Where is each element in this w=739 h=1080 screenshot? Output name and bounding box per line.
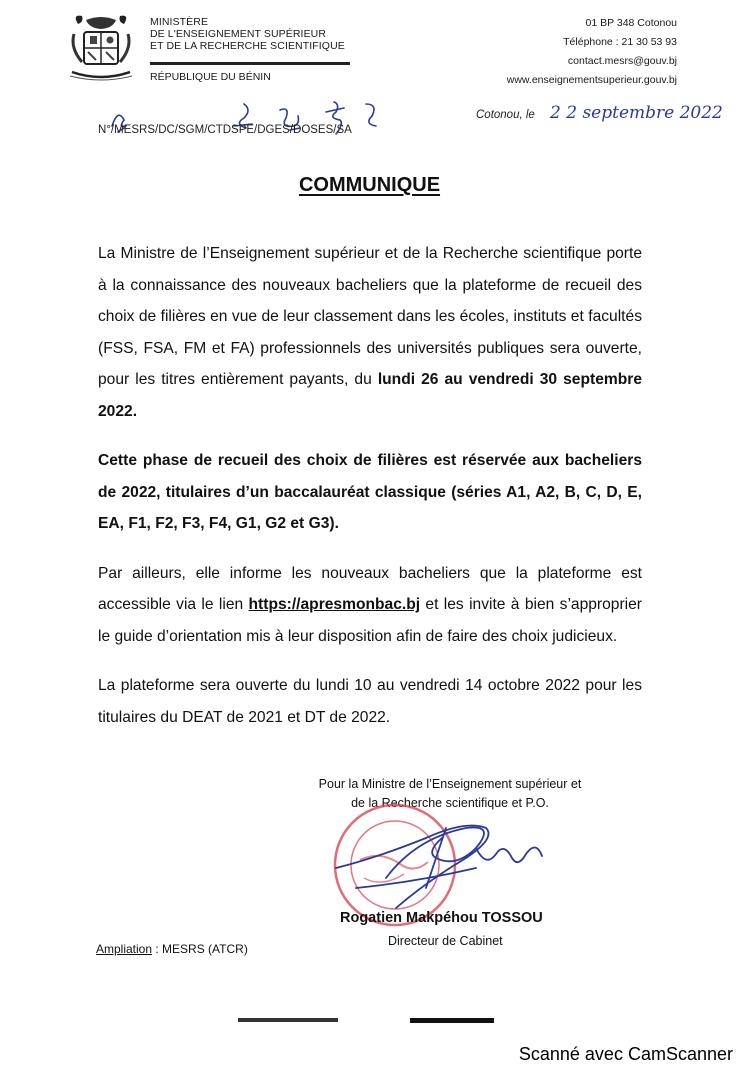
ministry-line-3: ET DE LA RECHERCHE SCIENTIFIQUE [150, 40, 345, 52]
camscanner-watermark: Scanné avec CamScanner [518, 1044, 733, 1064]
header-divider [150, 62, 350, 65]
ministry-line-2: DE L'ENSEIGNEMENT SUPÉRIEUR [150, 28, 327, 40]
contact-address: 01 BP 348 Cotonou [585, 17, 677, 29]
benin-coat-of-arms-logo [66, 14, 136, 82]
signature-intro-line-2: de la Recherche scientifique et P.O. [351, 796, 549, 810]
contact-website[interactable]: www.enseignementsuperieur.gouv.bj [506, 74, 677, 86]
signer-title: Directeur de Cabinet [388, 934, 503, 948]
signature-intro-line-1: Pour la Ministre de l’Enseignement supérieur et [318, 777, 582, 791]
page-title: COMMUNIQUE [298, 174, 441, 196]
contact-block [507, 14, 677, 90]
republic-name: RÉPUBLIQUE DU BÉNIN [150, 71, 271, 83]
ampliation [96, 942, 248, 956]
ministry-name [150, 16, 345, 52]
platform-link[interactable]: https://apresmonbac.bj [248, 596, 421, 613]
communique-body [98, 238, 642, 751]
handwritten-date [546, 96, 731, 130]
paragraph-4: La plateforme sera ouverte du lundi 10 au vendredi 14 octobre 2022 pour les titulaires du DEAT de 2021 et DT de 2022. [98, 677, 642, 726]
footer-bar-right [410, 1018, 494, 1023]
paragraph-1: La Ministre de l’Enseignement supérieur et de la Recherche scientifique porte à la connaissance des nouveaux bacheliers que la plateforme de recueil des choix de filières en vue de leur classement dans les écoles, instituts et facultés (FSS, FSA, FM et FA) professionnels des universités publiques sera ouverte, pour les titres entièrement payants, du lundi 26 au vendredi 30 septembre 2022. [98, 245, 642, 420]
paragraph-2: Cette phase de recueil des choix de filières est réservée aux bacheliers de 2022, titulaires d’un baccalauréat classique (séries A1, A2, B, C, D, E, EA, F1, F2, F3, F4, G1, G2 et G3). [98, 452, 642, 532]
date-prefix: Cotonou, le [476, 109, 535, 121]
reference-number: N°/MESRS/DC/SGM/CTDSPE/DGES/DOSES/SA [98, 124, 352, 136]
paragraph-3: Par ailleurs, elle informe les nouveaux bacheliers que la plateforme est accessible via le lien https://apresmonbac.bj et les invite à bien s’approprier le guide d’orientation mis à leur disposition afin de faire des choix judicieux. [98, 564, 642, 645]
contact-email[interactable]: contact.mesrs@gouv.bj [567, 55, 677, 67]
ampliation-value: : MESRS (ATCR) [152, 942, 248, 956]
ampliation-label: Ampliation [96, 942, 153, 956]
ministry-line-1: MINISTÈRE [150, 16, 209, 28]
signer-name: Rogatien Makpéhou TOSSOU [340, 910, 543, 926]
handwritten-signature [326, 808, 556, 918]
contact-phone: Téléphone : 21 30 53 93 [563, 36, 677, 48]
svg-text:2 2 septembre 2022: 2 2 septembre 2022 [550, 103, 723, 123]
footer-bar-left [238, 1018, 338, 1022]
paragraph-1-dates: lundi 26 au vendredi 30 septembre 2022. [98, 371, 642, 420]
